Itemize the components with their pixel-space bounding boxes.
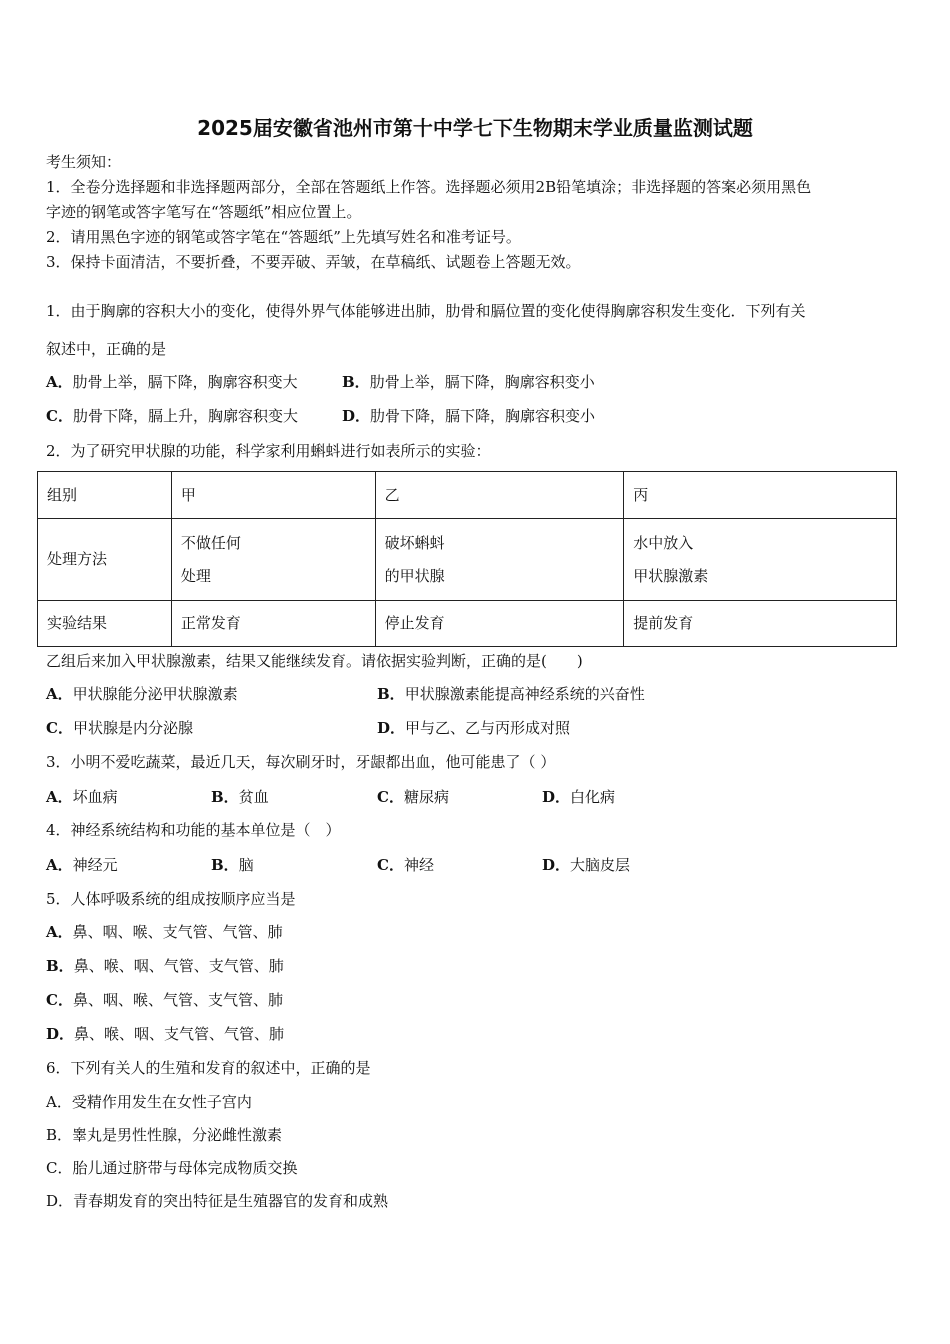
q3-option-a: A．坏血病 — [46, 788, 118, 806]
q1-option-c: C．肋骨下降，膈上升，胸廓容积变大 — [46, 407, 298, 425]
notice-item: 2．请用黑色字迹的钢笔或答字笔在“答题纸”上先填写姓名和准考证号。 — [46, 228, 521, 246]
q1-stem: 1．由于胸廓的容积大小的变化，使得外界气体能够进出肺，肋骨和膈位置的变化使得胸廓容积发生变化．下列有关 — [46, 302, 806, 320]
q6-stem: 6．下列有关人的生殖和发育的叙述中，正确的是 — [46, 1059, 371, 1077]
table-cell: 实验结果 — [38, 601, 172, 647]
q2-option-b: B．甲状腺激素能提高神经系统的兴奋性 — [377, 685, 645, 703]
table-cell: 提前发育 — [624, 601, 897, 647]
q1-option-b: B．肋骨上举，膈下降，胸廓容积变小 — [342, 373, 595, 391]
q5-stem: 5．人体呼吸系统的组成按顺序应当是 — [46, 890, 296, 908]
table-header-row — [38, 472, 897, 519]
q1-option-d: D．肋骨下降，膈下降，胸廓容积变小 — [342, 407, 596, 425]
table-cell: 甲 — [171, 472, 375, 519]
table-row — [38, 519, 897, 601]
q3-option-d: D．白化病 — [542, 788, 616, 806]
q1-option-a: A．肋骨上举，膈下降，胸廓容积变大 — [46, 373, 298, 391]
q4-option-d: D．大脑皮层 — [542, 856, 631, 874]
table-cell: 正常发育 — [171, 601, 375, 647]
q1-stem-cont: 叙述中，正确的是 — [46, 340, 167, 358]
q5-option-b: B．鼻、喉、咽、气管、支气管、肺 — [46, 957, 284, 975]
q6-option-b: B．睾丸是男性性腺，分泌雌性激素 — [46, 1126, 283, 1144]
q2-stem: 2．为了研究甲状腺的功能，科学家利用蝌蚪进行如表所示的实验： — [46, 442, 491, 460]
table-cell: 水中放入 甲状腺激素 — [624, 519, 897, 601]
q4-stem: 4．神经系统结构和功能的基本单位是（ ） — [46, 821, 341, 839]
notice-item: 1．全卷分选择题和非选择题两部分，全部在答题纸上作答。选择题必须用2B铅笔填涂；非选择题的答案必须用黑色 — [46, 178, 812, 196]
q3-option-b: B．贫血 — [211, 788, 269, 806]
table-cell: 停止发育 — [375, 601, 624, 647]
q4-option-a: A．神经元 — [46, 856, 118, 874]
q5-option-c: C．鼻、咽、喉、气管、支气管、肺 — [46, 991, 283, 1009]
table-cell: 乙 — [375, 472, 624, 519]
q5-option-d: D．鼻、喉、咽、支气管、气管、肺 — [46, 1025, 285, 1043]
table-cell: 处理方法 — [38, 519, 172, 601]
q2-option-c: C．甲状腺是内分泌腺 — [46, 719, 193, 737]
q5-option-a: A．鼻、咽、喉、支气管、气管、肺 — [46, 923, 283, 941]
q4-option-b: B．脑 — [211, 856, 254, 874]
notice-heading: 考生须知： — [46, 153, 122, 171]
table-cell: 组别 — [38, 472, 172, 519]
table-cell: 丙 — [624, 472, 897, 519]
q2-followup: 乙组后来加入甲状腺激素，结果又能继续发育。请依据实验判断，正确的是( ) — [46, 652, 583, 670]
table-cell: 不做任何 处理 — [171, 519, 375, 601]
page-title: 2025届安徽省池州市第十中学七下生物期末学业质量监测试题 — [197, 116, 753, 140]
table-row — [38, 601, 897, 647]
q6-option-c: C．胎儿通过脐带与母体完成物质交换 — [46, 1159, 298, 1177]
notice-item: 3．保持卡面清洁，不要折叠，不要弄破、弄皱，在草稿纸、试题卷上答题无效。 — [46, 253, 581, 271]
q4-option-c: C．神经 — [377, 856, 434, 874]
table-cell: 破坏蝌蚪 的甲状腺 — [375, 519, 624, 601]
q6-option-d: D．青春期发育的突出特征是生殖器官的发育和成熟 — [46, 1192, 389, 1210]
q6-option-a: A．受精作用发生在女性子宫内 — [46, 1093, 252, 1111]
q2-option-a: A．甲状腺能分泌甲状腺激素 — [46, 685, 238, 703]
experiment-table — [37, 471, 897, 647]
q3-option-c: C．糖尿病 — [377, 788, 449, 806]
q2-option-d: D．甲与乙、乙与丙形成对照 — [377, 719, 571, 737]
notice-item: 字迹的钢笔或答字笔写在“答题纸”相应位置上。 — [46, 203, 362, 221]
q3-stem: 3．小明不爱吃蔬菜，最近几天，每次刷牙时，牙龈都出血，他可能患了（ ） — [46, 753, 556, 771]
